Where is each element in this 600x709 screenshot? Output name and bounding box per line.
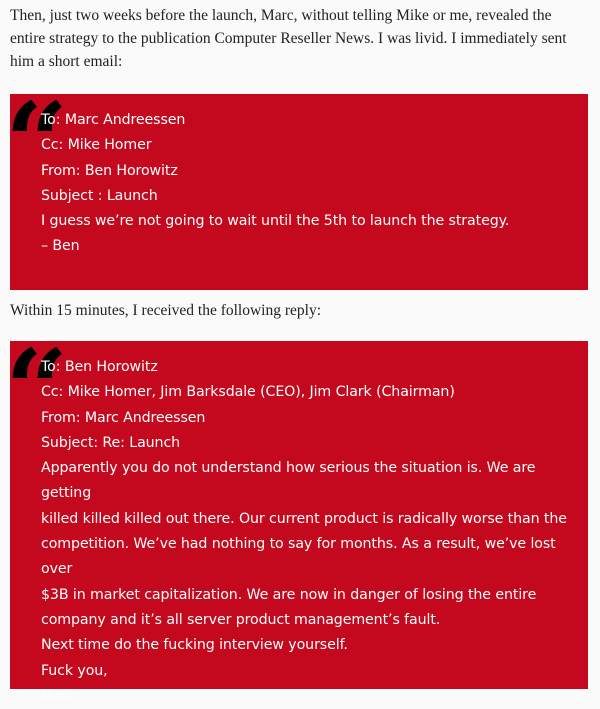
- email-2-message-line: Apparently you do not understand how serious the situation is. We are getting: [41, 460, 540, 502]
- quote-mark-icon: “: [5, 78, 55, 207]
- email-2-message-line: $3B in market capitalization. We are now in danger of losing the entire: [41, 586, 537, 603]
- email-2-message-line: Next time do the fucking interview yourself.: [41, 637, 348, 654]
- email-1-from: From: Ben Horowitz: [41, 162, 178, 179]
- email-2-closing: Fuck you,: [41, 662, 108, 679]
- email-2-message-line: killed killed killed out there. Our current product is radically worse than the: [41, 510, 567, 527]
- middle-paragraph: Within 15 minutes, I received the following reply:: [10, 302, 322, 319]
- email-1-subject: Subject : Launch: [41, 187, 158, 204]
- email-quote-1: [5, 78, 588, 290]
- email-1-to: To: Marc Andreessen: [41, 112, 186, 128]
- email-2-body: [41, 355, 568, 709]
- email-2-message-line: competition. We’ve had nothing to say for months. As a result, we’ve lost over: [41, 536, 561, 578]
- email-2-cc: Cc: Mike Homer, Jim Barksdale (CEO), Jim Clark (Chairman): [41, 384, 455, 401]
- email-2-signature: Marc: [41, 687, 75, 704]
- email-2-message-line: company and it’s all server product management’s fault.: [41, 611, 441, 628]
- intro-paragraph: Then, just two weeks before the launch, Marc, without telling Mike or me, revealed the entire strategy to the publication Computer Reseller News. I was livid. I immediately sent him a short email:: [10, 7, 567, 70]
- email-quote-2: [5, 325, 588, 704]
- quote-mark-icon: “: [5, 325, 55, 454]
- email-1-body: [41, 108, 568, 260]
- email-1-message: I guess we’re not going to wait until the 5th to launch the strategy.: [41, 213, 510, 230]
- email-2-subject: Subject: Re: Launch: [41, 434, 181, 451]
- email-1-cc: Cc: Mike Homer: [41, 137, 152, 154]
- email-2-from: From: Marc Andreessen: [41, 409, 206, 426]
- email-2-to: To: Ben Horowitz: [41, 359, 158, 375]
- email-1-signature: – Ben: [41, 238, 80, 255]
